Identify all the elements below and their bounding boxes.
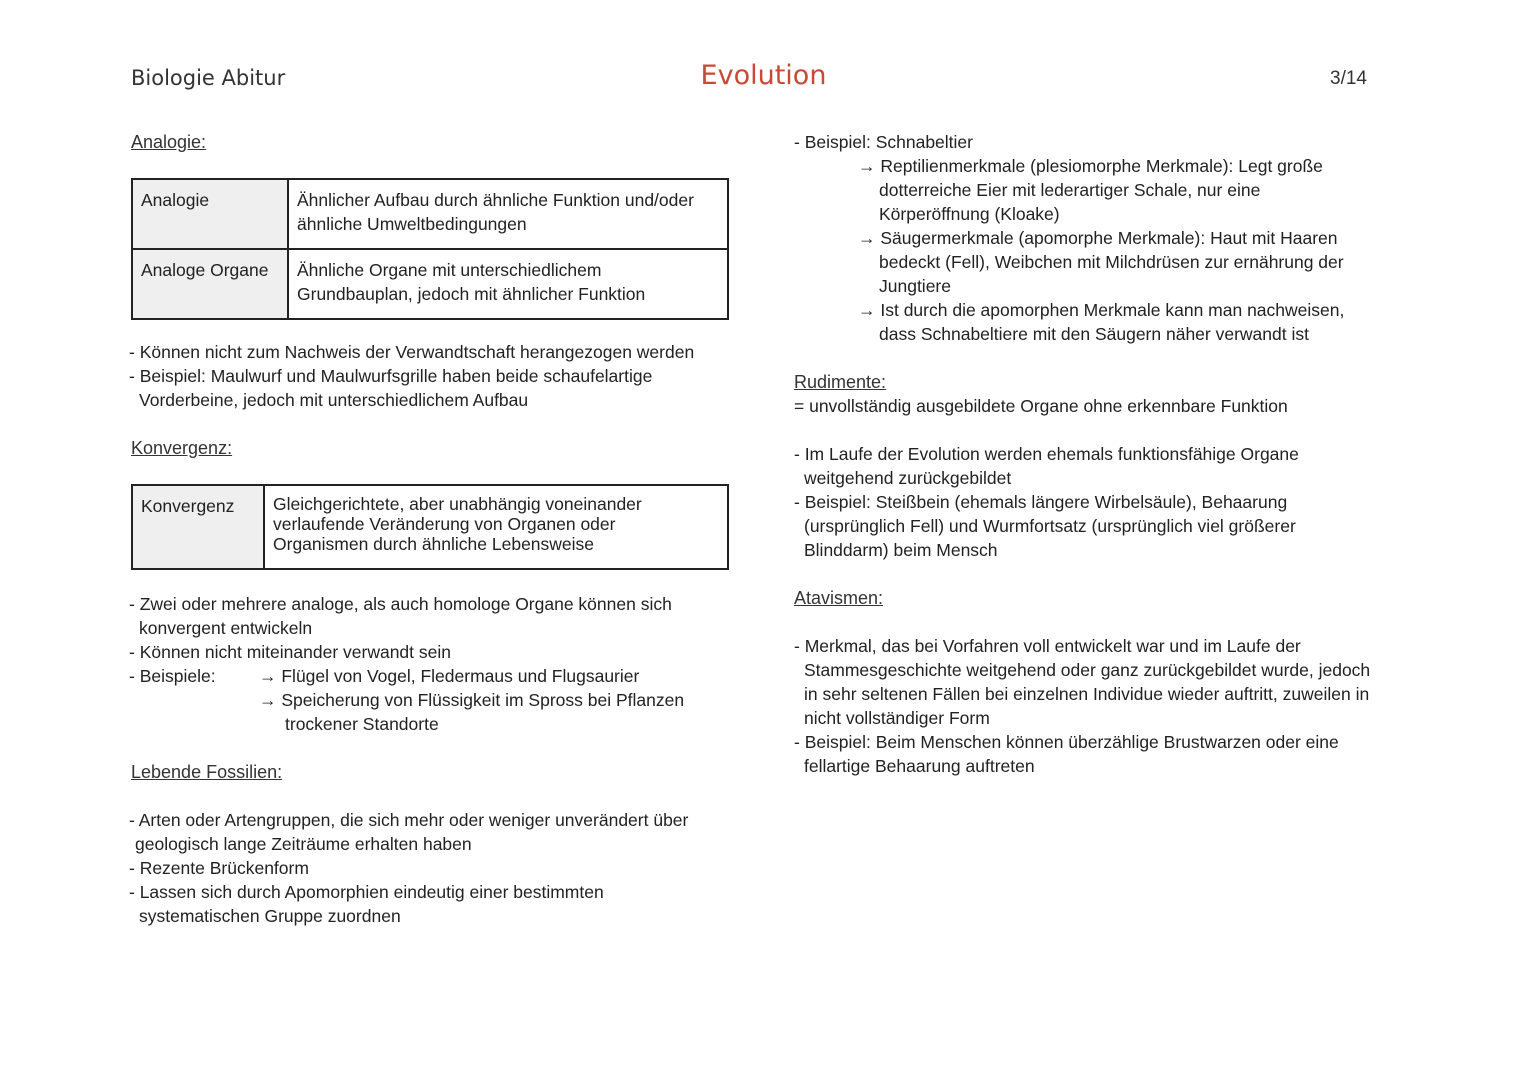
konvergenz-term bbox=[132, 485, 264, 569]
analogie-heading-wrap bbox=[131, 130, 206, 154]
rudimente-block bbox=[794, 370, 1299, 562]
konvergenz-term-text: Konvergenz bbox=[141, 496, 235, 516]
analoge-organe-term bbox=[132, 249, 288, 319]
atavismen-heading: Atavismen: bbox=[794, 588, 884, 608]
konvergenz-desc-line: Gleichgerichtete, aber unabhängig voneinander bbox=[273, 494, 642, 514]
rudimente-bullet: Blinddarm) beim Mensch bbox=[804, 540, 998, 560]
fossilien-bullet: systematischen Gruppe zuordnen bbox=[139, 906, 401, 926]
fossilien-bullet: - Lassen sich durch Apomorphien eindeutig einer bestimmten bbox=[129, 882, 604, 902]
rudimente-bullet: weitgehend zurückgebildet bbox=[804, 468, 1012, 488]
konvergenz-table bbox=[131, 484, 729, 570]
konvergenz-bullet bbox=[129, 664, 684, 688]
beispiel-item: trockener Standorte bbox=[285, 714, 439, 734]
atavismen-bullet: Stammesgeschichte weitgehend oder ganz zurückgebildet wurde, jedoch bbox=[804, 660, 1371, 680]
rudimente-definition: = unvollständig ausgebildete Organe ohne erkennbare Funktion bbox=[794, 396, 1288, 416]
analogie-bullet: - Beispiel: Maulwurf und Maulwurfsgrille haben beide schaufelartige bbox=[129, 366, 653, 386]
konvergenz-bullet: - Zwei oder mehrere analoge, als auch homologe Organe können sich bbox=[129, 594, 672, 614]
rudimente-bullet: - Im Laufe der Evolution werden ehemals funktionsfähige Organe bbox=[794, 444, 1299, 464]
analogie-bullets bbox=[129, 340, 694, 412]
subject-label: Biologie Abitur bbox=[131, 66, 286, 90]
schnabeltier-line: Jungtiere bbox=[879, 276, 951, 296]
analogie-table-row bbox=[132, 179, 728, 249]
schnabeltier-line: dotterreiche Eier mit lederartiger Schale, nur eine bbox=[879, 180, 1261, 200]
schnabeltier-line: - Beispiel: Schnabeltier bbox=[794, 132, 973, 152]
analogie-desc bbox=[288, 179, 728, 249]
konvergenz-bullets bbox=[129, 592, 684, 736]
page-number: 3/14 bbox=[1330, 68, 1367, 89]
beispiel-item: → Flügel von Vogel, Fledermaus und Flugsaurier bbox=[259, 666, 640, 686]
analoge-organe-desc bbox=[288, 249, 728, 319]
fossilien-bullet: geologisch lange Zeiträume erhalten haben bbox=[135, 834, 472, 854]
atavismen-bullet: fellartige Behaarung auftreten bbox=[804, 756, 1035, 776]
analogie-table bbox=[131, 178, 729, 320]
schnabeltier-line: → Ist durch die apomorphen Merkmale kann man nachweisen, bbox=[858, 300, 1345, 320]
konvergenz-heading: Konvergenz: bbox=[131, 438, 233, 458]
fossilien-bullet: - Arten oder Artengruppen, die sich mehr oder weniger unverändert über bbox=[129, 810, 689, 830]
schnabeltier-line: dass Schnabeltiere mit den Säugern näher verwandt ist bbox=[879, 324, 1309, 344]
fossilien-bullets bbox=[129, 808, 688, 928]
page-title: Evolution bbox=[700, 60, 827, 91]
analogie-bullet: Vorderbeine, jedoch mit unterschiedlichem Aufbau bbox=[139, 390, 529, 410]
atavismen-bullet: - Beispiel: Beim Menschen können überzählige Brustwarzen oder eine bbox=[794, 732, 1339, 752]
konvergenz-desc-line: verlaufende Veränderung von Organen oder bbox=[273, 514, 616, 534]
analoge-organe-desc-line: Grundbauplan, jedoch mit ähnlicher Funktion bbox=[297, 284, 646, 304]
konvergenz-bullet: - Können nicht miteinander verwandt sein bbox=[129, 642, 451, 662]
analoge-organe-desc-line: Ähnliche Organe mit unterschiedlichem bbox=[297, 260, 602, 280]
beispiel-item: → Speicherung von Flüssigkeit im Spross bei Pflanzen bbox=[259, 690, 685, 710]
rudimente-bullet: - Beispiel: Steißbein (ehemals längere Wirbelsäule), Behaarung bbox=[794, 492, 1288, 512]
fossilien-heading: Lebende Fossilien: bbox=[131, 762, 283, 782]
analogie-term-text: Analogie bbox=[141, 190, 210, 210]
rudimente-bullet: (ursprünglich Fell) und Wurmfortsatz (ursprünglich viel größerer bbox=[804, 516, 1296, 536]
analogie-table-row bbox=[132, 249, 728, 319]
analoge-organe-term-text: Analoge Organe bbox=[141, 260, 269, 280]
fossilien-bullet: - Rezente Brückenform bbox=[129, 858, 309, 878]
fossilien-heading-wrap bbox=[131, 760, 282, 784]
analogie-heading: Analogie: bbox=[131, 132, 207, 152]
schnabeltier-line: → Reptilienmerkmale (plesiomorphe Merkmale): Legt große bbox=[858, 156, 1323, 176]
analogie-bullet: - Können nicht zum Nachweis der Verwandtschaft herangezogen werden bbox=[129, 342, 695, 362]
atavismen-bullet: in sehr seltenen Fällen bei einzelnen Individue wieder auftritt, zuweilen in bbox=[804, 684, 1370, 704]
schnabeltier-line: bedeckt (Fell), Weibchen mit Milchdrüsen zur ernährung der bbox=[879, 252, 1344, 272]
schnabeltier-block bbox=[794, 130, 1344, 346]
analogie-term bbox=[132, 179, 288, 249]
schnabeltier-line: → Säugermerkmale (apomorphe Merkmale): Haut mit Haaren bbox=[858, 228, 1338, 248]
konvergenz-table-row bbox=[132, 485, 728, 569]
analogie-desc-line: ähnliche Umweltbedingungen bbox=[297, 214, 527, 234]
konvergenz-desc-line: Organismen durch ähnliche Lebensweise bbox=[273, 534, 595, 554]
konvergenz-heading-wrap bbox=[131, 436, 232, 460]
konvergenz-bullet: konvergent entwickeln bbox=[139, 618, 313, 638]
analogie-desc-line: Ähnlicher Aufbau durch ähnliche Funktion und/oder bbox=[297, 190, 694, 210]
atavismen-block bbox=[794, 586, 1370, 778]
konvergenz-desc bbox=[264, 485, 728, 569]
spacer bbox=[794, 418, 1299, 442]
atavismen-bullet: - Merkmal, das bei Vorfahren voll entwickelt war und im Laufe der bbox=[794, 636, 1301, 656]
spacer bbox=[794, 610, 1370, 634]
schnabeltier-line: Körperöffnung (Kloake) bbox=[879, 204, 1060, 224]
beispiele-label: - Beispiele: bbox=[129, 666, 216, 686]
rudimente-heading: Rudimente: bbox=[794, 372, 887, 392]
atavismen-bullet: nicht vollständiger Form bbox=[804, 708, 990, 728]
